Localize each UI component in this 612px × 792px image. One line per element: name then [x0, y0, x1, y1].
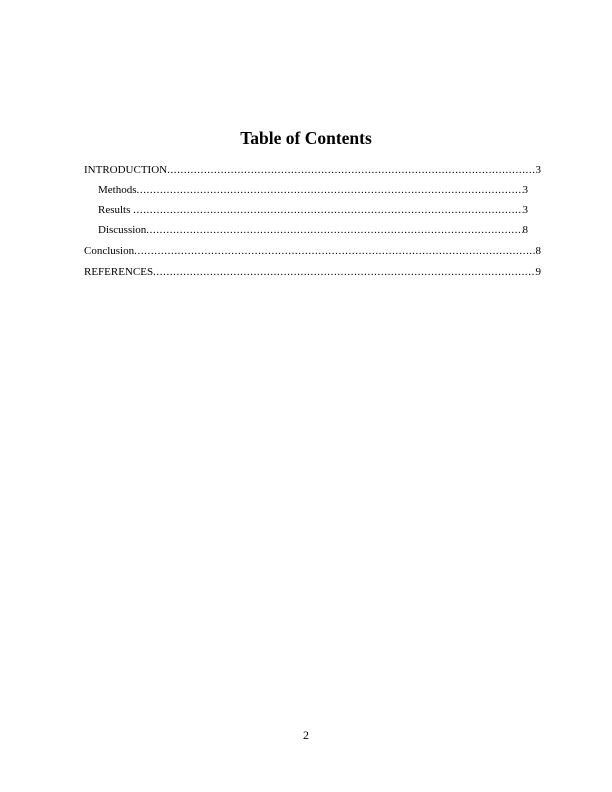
toc-entry-methods[interactable]: [98, 180, 528, 200]
toc-entry-label: Discussion: [98, 224, 147, 236]
toc-dot-leader: [153, 262, 535, 282]
page-title: Table of Contents: [240, 128, 372, 148]
page-number: 2: [303, 728, 309, 742]
toc-entry-label: Conclusion: [84, 245, 135, 257]
toc-entry-conclusion[interactable]: [84, 241, 541, 261]
toc-dot-leader: [134, 241, 535, 261]
toc-entry-label: REFERENCES: [84, 266, 154, 278]
toc-dot-leader: [133, 200, 522, 220]
toc-entry-references[interactable]: [84, 262, 541, 282]
toc-dot-leader: [146, 220, 522, 240]
toc-entry-page: 9: [535, 266, 541, 278]
toc-entry-discussion[interactable]: [98, 220, 528, 240]
toc-entry-label: Results: [98, 204, 134, 216]
toc-entry-page: 3: [535, 164, 541, 176]
toc-entry-page: 3: [522, 204, 528, 216]
toc-entry-label: Methods: [98, 184, 137, 196]
toc-entry-page: 8: [535, 245, 541, 257]
toc-entry-results[interactable]: [98, 200, 528, 220]
toc-entry-label: INTRODUCTION: [84, 164, 168, 176]
toc-dot-leader: [167, 160, 535, 180]
toc-entry-page: 8: [522, 224, 528, 236]
toc-entry-introduction[interactable]: [84, 160, 541, 180]
toc-entry-page: 3: [522, 184, 528, 196]
toc-dot-leader: [137, 180, 523, 200]
